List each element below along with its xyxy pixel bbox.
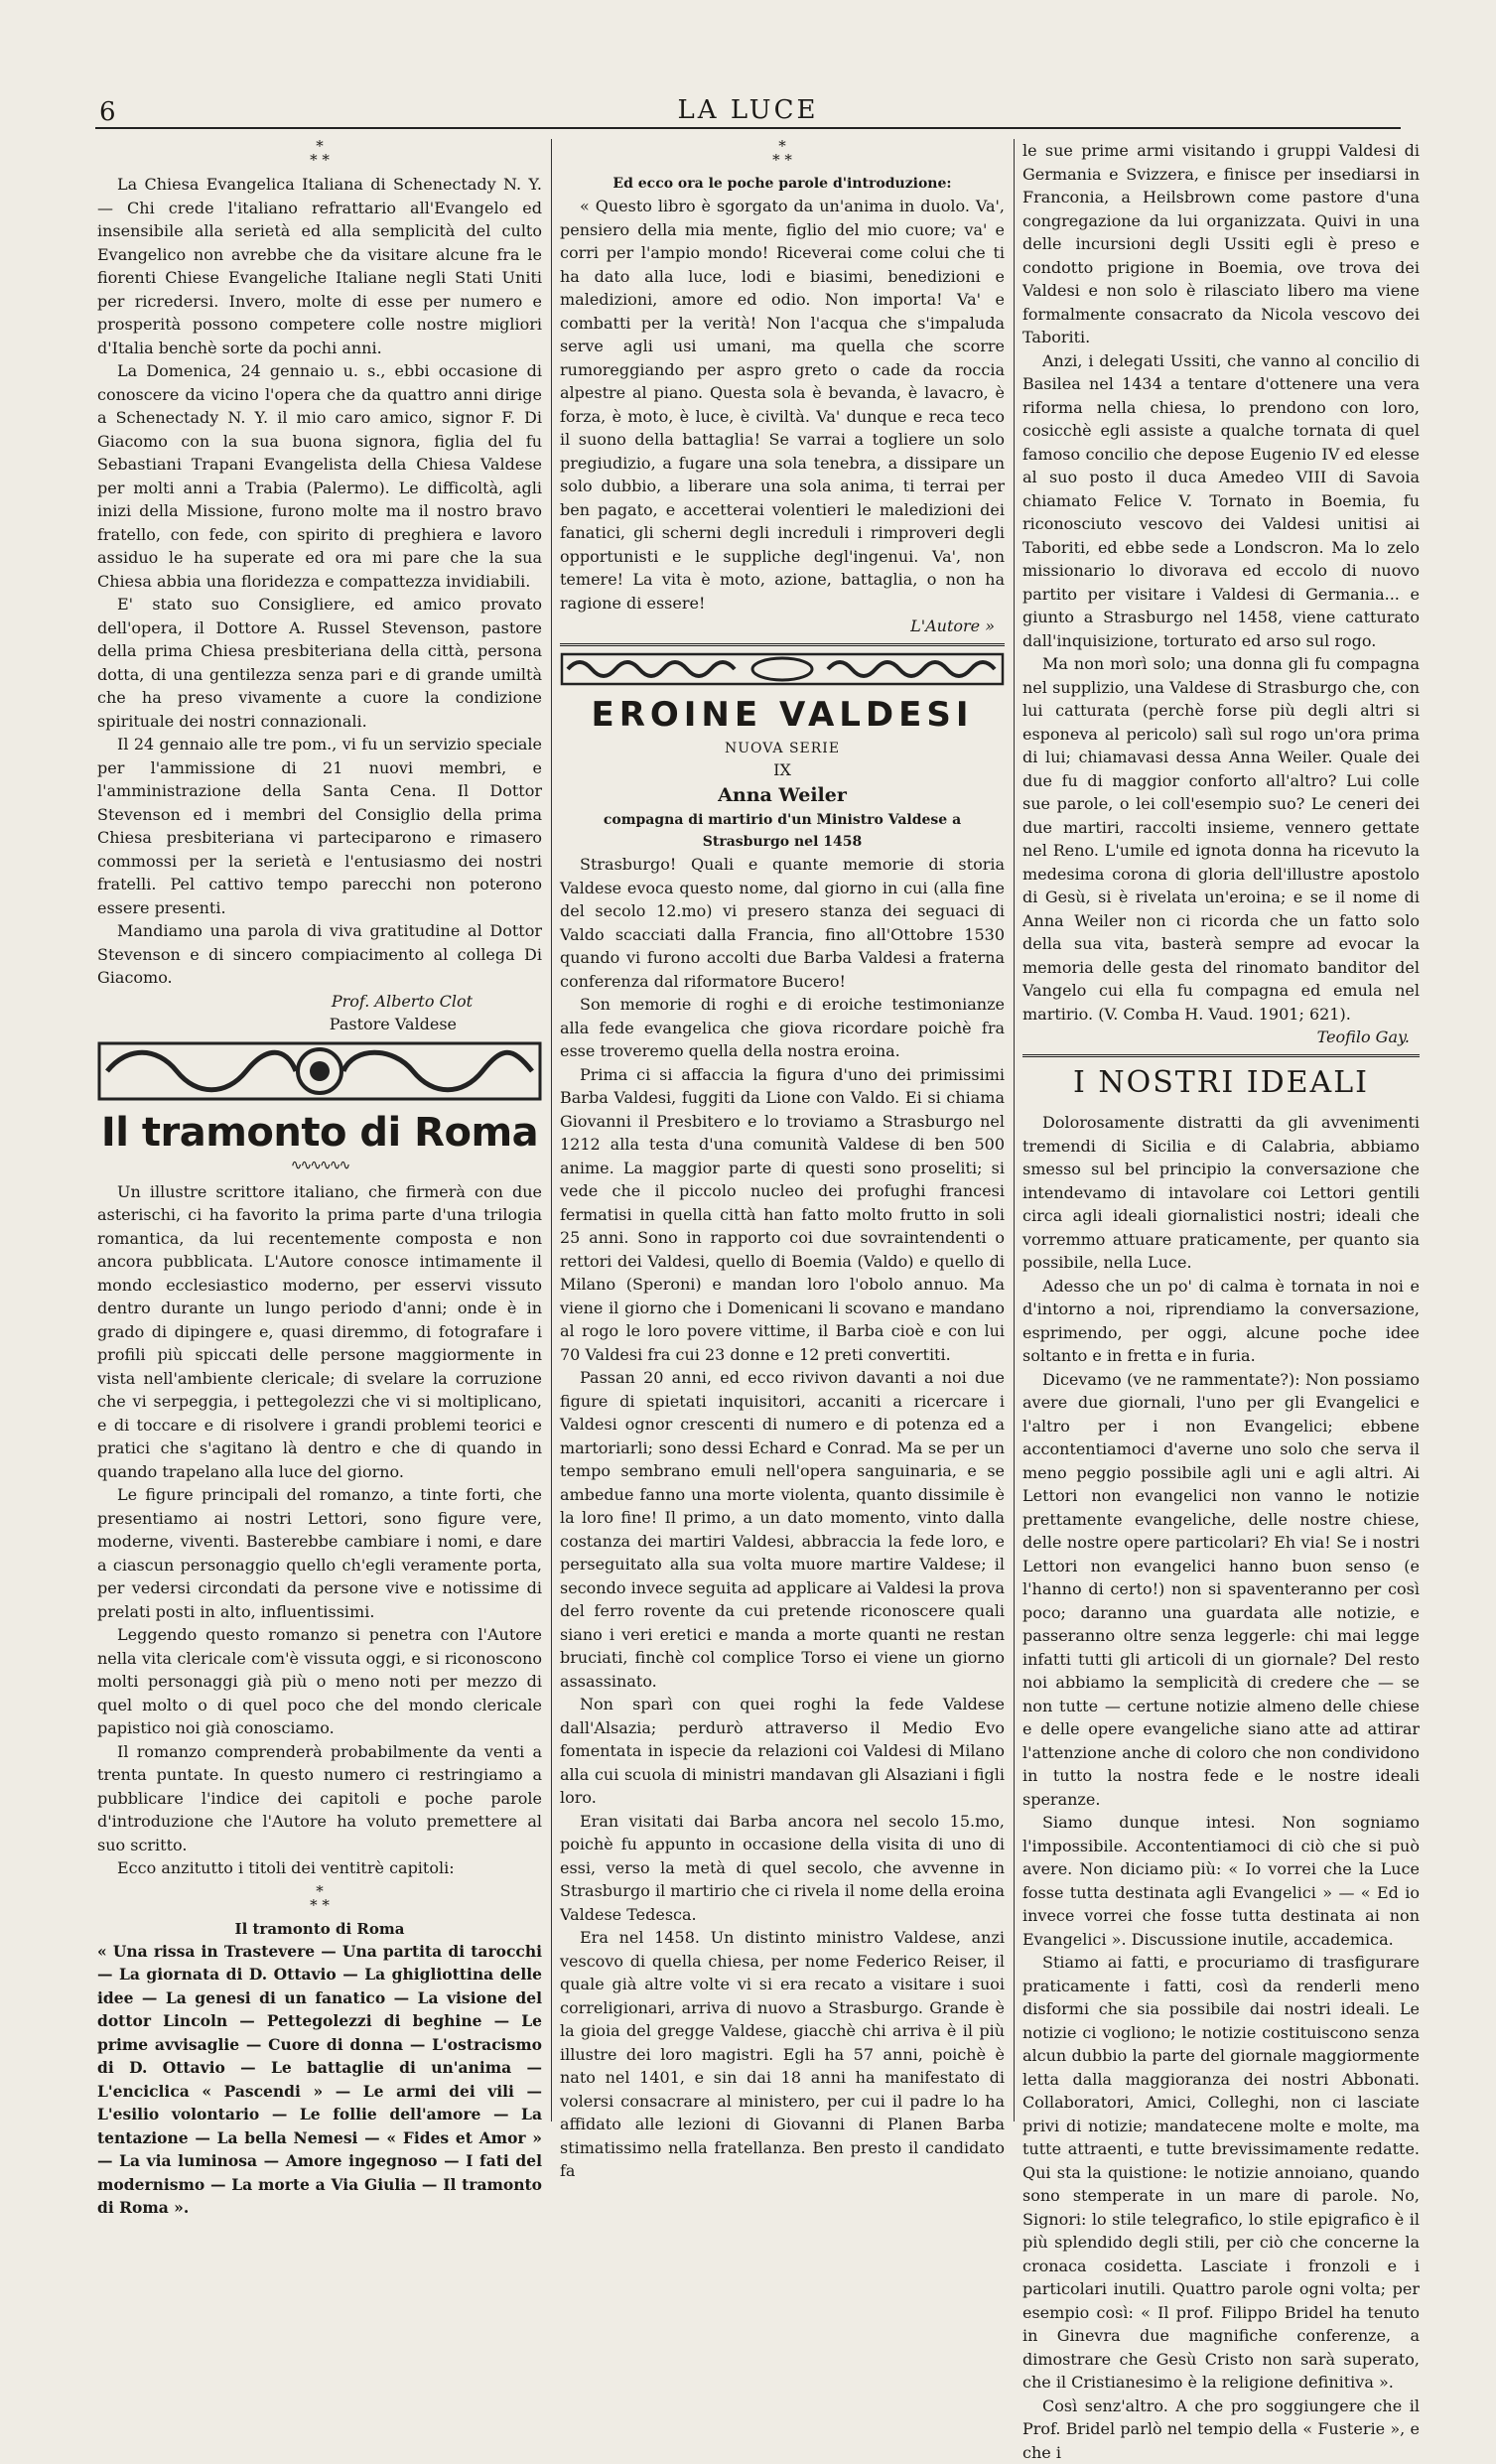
paragraph: Un illustre scrittore italiano, che firmerà con due asterischi, ci ha favorito la prima parte d'una trilogia romantica, da lui recentemente composta e non ancora pubblicata. L'Autore conosce intimamente il mondo ecclesiastico moderno, per esservi vissuto dentro durante un lungo periodo d'anni; onde è in grado di dipingere e, quasi diremmo, di fotografare i profili più spiccati delle persone maggiormente in vista nell'ambiente clericale; di svelare la corruzione che vi serpeggia, i pettegolezzi che vi si moltiplicano, e di toccare e di risolvere i grandi problemi teorici e pratici che s'agitano là dentro e che di quando in quando trapelano alla luce del giorno. [97, 1180, 542, 1484]
intro-heading: Ed ecco ora le poche parole d'introduzione: [560, 173, 1005, 195]
paragraph: Non sparì con quei roghi la fede Valdese dall'Alsazia; perdurò attraverso il Medio Evo fomentata in ispecie da relazioni coi Valdesi di Milano alla cui scuola di ministri mandavan gli Alsaziani i figli loro. [560, 1693, 1005, 1810]
paragraph: La Domenica, 24 gennaio u. s., ebbi occasione di conoscere da vicino l'opera che da quattro anni dirige a Schenectady N. Y. il mio caro amico, signor F. Di Giacomo con la sua buona signora, figlia del fu Sebastiani Trapani Evangelista della Chiesa Valdese per molti anni a Trabia (Palermo). Le difficoltà, agli inizi della Missione, furono molte ma il nostro bravo fratello, con fede, con spirito di preghiera e lavoro assiduo le ha superate ed ora mi pare che la sua Chiesa abbia una floridezza e compattezza invidiabili. [97, 359, 542, 593]
paragraph: le sue prime armi visitando i gruppi Valdesi di Germania e Svizzera, e finisce per insediarsi in Franconia, a Heilsbrown come pastore d'una congregazione da lui organizzata. Quivi in una delle incursioni degli Ussiti egli è preso e condotto prigione in Boemia, ove trova dei Valdesi e non solo è rilasciato libero ma viene formalmente consacrato da Nicola vescovo dei Taboriti. [1022, 139, 1420, 349]
paragraph: La Chiesa Evangelica Italiana di Schenectady N. Y. — Chi crede l'italiano refrattario all'Evangelo ed insensibile alla serietà ed alla semplicità del culto Evangelico non avrebbe che da visitare alcune fra le fiorenti Chiese Evangeliche Italiane negli Stati Uniti per ricredersi. Invero, molte di esse per numero e prosperità possono competere colle nostre migliori d'Italia benchè sorte da pochi anni. [97, 173, 542, 359]
signature-name: Prof. Alberto Clot [97, 990, 542, 1013]
paragraph: Era nel 1458. Un distinto ministro Valdese, anzi vescovo di quella chiesa, per nome Federico Reiser, il quale già altre volte vi si era recato a visitare i suoi correligionari, arriva di nuovo a Strasburgo. Grande è la gioia del gregge Valdese, giacchè chi arriva è il più illustre dei loro magistri. Egli ha 57 anni, poichè è nato nel 1401, e sin dai 18 anni ha manifestato di volersi consacrare al ministero, per cui il padre lo ha affidato alle lezioni di Giovanni di Planen Barba stimatissimo nella fratellanza. Ben presto il candidato fa [560, 1926, 1005, 2183]
paragraph: Così senz'altro. A che pro soggiungere che il Prof. Bridel parlò nel tempio della « Fusterie », e che i [1022, 2395, 1420, 2464]
section-stars: * * * [97, 139, 542, 167]
chapter-list: « Una rissa in Trastevere — Una partita di tarocchi — La giornata di D. Ottavio — La ghigliottina delle idee — La genesi di un fanatico — La visione del dottor Lincoln — Pettegolezzi di beghine — Le prime avvisaglie — Cuore di donna — L'ostracismo di D. Ottavio — Le battaglie di un'anima — L'enciclica « Pascendi » — Le armi dei vili — L'esilio volontario — Le follie dell'amore — La tentazione — La bella Nemesi — « Fides et Amor » — La via luminosa — Amore ingegnoso — I fati del modernismo — La morte a Via Giulia — Il tramonto di Roma ». [97, 1940, 542, 2220]
header-rule [95, 127, 1401, 129]
series-label: NUOVA SERIE [560, 738, 1005, 759]
paragraph: Ma non morì solo; una donna gli fu compagna nel supplizio, una Valdese di Strasburgo che, con lui catturata (perchè forse più degli altri si esponeva al pericolo) salì sul rogo un'ora prima di lui; chiamavasi dessa Anna Weiler. Quale dei due fu di maggior conforto all'altro? Lui colle sue parole, o lei coll'esempio suo? Le ceneri dei due martiri, raccolti insieme, vennero gettate nel Reno. L'umile ed ignota donna ha ricevuto la medesima corona di gloria dell'illustre apostolo di Gesù, si è rivelata un'eroina; e se il nome di Anna Weiler non ci ricorda che un fatto solo della sua vita, basterà sempre ad evocar la memoria delle gesta del rinomato banditor del Vangelo cui ella fu compagna ed emula nel martirio. (V. Comba H. Vaud. 1901; 621). [1022, 652, 1420, 1026]
section-title: I NOSTRI IDEALI [1022, 1061, 1420, 1105]
paragraph: Passan 20 anni, ed ecco rivivon davanti a noi due figure di spietati inquisitori, accaniti a ricercare i Valdesi ognor crescenti di numero e di potenza ed a martoriarli; sono dessi Echard e Conrad. Ma se per un tempo sembrano emuli nell'opera sanguinaria, e se ambedue fanno una morte violenta, quanto dissimile è la loro fine! Il primo, a un dato momento, vinto dalla costanza dei martiri Valdesi, abbraccia la fede loro, e perseguitato alla sua volta muore martire Valdese; il secondo invece seguita ad applicare ai Valdesi la prova del ferro rovente da cui pretende riconoscere quali siano i veri eretici e manda a morte quanti ne restan bruciati, finchè col complice Torso ei viene un giorno assassinato. [560, 1366, 1005, 1693]
paragraph: Anzi, i delegati Ussiti, che vanno al concilio di Basilea nel 1434 a tentare d'ottenere una vera riforma nella chiesa, lo prendono con loro, cosicchè egli assiste a qualche tornata di quel famoso concilio che depose Eugenio IV ed elesse al suo posto il duca Amedeo VIII di Savoia chiamato Felice V. Tornato in Boemia, fu riconosciuto vescovo dei Valdesi unitisi ai Taboriti, ed ebbe sede a Londscron. Ma lo zelo missionario lo divorava ed eccolo di nuovo partito per visitare i Valdesi di Germania... e giunto a Strasburgo nel 1458, viene catturato dall'inquisizione, torturato ed arso sul rogo. [1022, 349, 1420, 653]
paragraph: Le figure principali del romanzo, a tinte forti, che presentiamo ai nostri Lettori, sono figure vere, moderne, viventi. Basterebbe cambiare i nomi, e dare a ciascun personaggio quello ch'egli veramente porta, per vedersi circondati da persone vive e notissime di prelati posti in alto, influentissimi. [97, 1483, 542, 1623]
heroine-subtitle: compagna di martirio d'un Ministro Valdese a Strasburgo nel 1458 [560, 809, 1005, 853]
signature-role: Pastore Valdese [97, 1013, 542, 1035]
column-1 [97, 139, 542, 2122]
paragraph: Mandiamo una parola di viva gratitudine al Dottor Stevenson e di sincero compiacimento al collega Di Giacomo. [97, 919, 542, 990]
paragraph: Ecco anzitutto i titoli dei ventitrè capitoli: [97, 1856, 542, 1880]
section-stars: * * * [97, 1884, 542, 1912]
title-flourish: ∿∿∿∿∿∿ [97, 1159, 542, 1172]
column-3 [1022, 139, 1420, 2122]
paragraph: Stiamo ai fatti, e procuriamo di trasfigurare praticamente i fatti, così da renderli meno disformi che sia possibile dai nostri ideali. Le notizie ci vogliono; le notizie costituiscono senza alcun dubbio la parte del giornale maggiormente letta dalla maggioranza dei nostri Abbonati. Collaboratori, Amici, Colleghi, non ci lasciate privi di notizie; mandatecene molte e molte, ma tutte attraenti, e tutte brevissimamente redatte. Qui sta la quistione: le notizie annoiano, quando sono stemperate in un mare di parole. No, Signori: lo stile telegrafico, lo stile epigrafico è il più splendido degli stili, per ciò che concerne la cronaca cosidetta. Lasciate i fronzoli e i particolari inutili. Quattro parole ogni volta; per esempio così: « Il prof. Filippo Bridel ha tenuto in Ginevra due magnifiche conferenze, a dimostrare che Gesù Cristo non sarà superato, che il Cristianesimo è la religione definitiva ». [1022, 1951, 1420, 2395]
page-header [95, 95, 1401, 129]
column-2 [560, 139, 1005, 2122]
section-rule [560, 643, 1005, 646]
paragraph: Il romanzo comprenderà probabilmente da venti a trenta puntate. In questo numero ci restringiamo a pubblicare l'indice dei capitoli e poche parole d'introduzione che l'Autore ha voluto premettere al suo scritto. [97, 1740, 542, 1857]
series-number: IX [560, 759, 1005, 781]
paragraph: Eran visitati dai Barba ancora nel secolo 15.mo, poichè fu appunto in occasione della visita di uno di essi, verso la metà di quel secolo, che avvenne in Strasburgo il martirio che ci rivela il nome della eroina Valdese Tedesca. [560, 1810, 1005, 1927]
article-title: Il tramonto di Roma [97, 1107, 542, 1159]
paragraph: « Questo libro è sgorgato da un'anima in duolo. Va', pensiero della mia mente, figlio del mio cuore; va' e corri per l'ampio mondo! Riceverai come colui che ti ha dato alla luce, lodi e biasimi, benedizioni e maledizioni, amore ed odio. Non importa! Va' e combatti per la verità! Non l'acqua che s'impaluda serve agli usi umani, ma quella che scorre rumoreggiando per aspro greto o cade da roccia alpestre al piano. Questa sola è bevanda, è lavacro, è forza, è moto, è luce, è civiltà. Va' dunque e reca teco il suono della battaglia! Se varrai a togliere un solo pregiudizio, a fugare una sola tenebra, a dissipare un solo dubbio, a liberare una sola anima, ti terrai per ben pagato, e accetterai volentieri le maledizioni dei fanatici, gli scherni degli increduli i rimproveri degli opportunisti e le suppliche degl'ingenui. Va', non temere! La vita è moto, azione, battaglia, o non ha ragione di essere! [560, 195, 1005, 615]
section-title: EROINE VALDESI [560, 692, 1005, 738]
toc-title: Il tramonto di Roma [97, 1918, 542, 1940]
paragraph: Dicevamo (ve ne rammentate?): Non possiamo avere due giornali, l'uno per gli Evangelici e l'altro per i non Evangelici; ebbene accontentiamoci d'averne uno solo che serva il meno peggio possibile agli uni e agli altri. Ai Lettori non evangelici non vanno le notizie prettamente evangeliche, delle nostre chiese, delle nostre opere particolari? Eh via! Se i nostri Lettori non evangelici hanno buon senso (e l'hanno di certo!) non si spaventeranno per così poco; daranno una guardata alle notizie, e passeranno oltre senza leggerle: chi mai legge infatti tutti gli articoli di un giornale? Del resto noi abbiamo la semplicità di credere che — se non tutte — certune notizie almeno delle chiese e delle opere evangeliche siano atte ad attirar l'attenzione anche di coloro che non condividono in tutto la nostra fede e le nostre ideali speranze. [1022, 1368, 1420, 1812]
column-divider [1014, 139, 1015, 2122]
paragraph: Strasburgo! Quali e quante memorie di storia Valdese evoca questo nome, dal giorno in cui (alla fine del secolo 12.mo) vi presero stanza dei seguaci di Valdo scacciati dalla Francia, fino all'Ottobre 1530 quando vi furono accolti due Barba Valdesi a fraterna conferenza dal riformatore Bucero! [560, 853, 1005, 993]
heroine-name: Anna Weiler [560, 781, 1005, 809]
section-stars: * * * [560, 139, 1005, 167]
column-divider [551, 139, 552, 2122]
ornament-band [560, 652, 1005, 686]
masthead: LA LUCE [95, 95, 1401, 125]
article-signature: Teofilo Gay. [1022, 1026, 1420, 1048]
section-rule [1022, 1054, 1420, 1057]
paragraph: Prima ci si affaccia la figura d'uno dei primissimi Barba Valdesi, fuggiti da Lione con Valdo. Ei si chiama Giovanni il Presbitero e lo troviamo a Strasburgo nel 1212 alla testa d'una comunità Valdese di ben 500 anime. La maggior parte di questi sono proseliti; si vede che il piccolo nucleo dei profughi francesi fermatisi in quella città han fatto molto frutto in soli 25 anni. Sono in rapporto coi due sovraintendenti o rettori dei Valdesi, quello di Boemia (Valdo) e quello di Milano (Speroni) e mandan loro l'obolo annuo. Ma viene il giorno che i Domenicani li scovano e mandano al rogo le loro povere vittime, il Barba cioè e con lui 70 Valdesi fra cui 23 donne e 12 preti convertiti. [560, 1063, 1005, 1367]
paragraph: Il 24 gennaio alle tre pom., vi fu un servizio speciale per l'ammissione di 21 nuovi membri, e l'amministrazione della Santa Cena. Il Dottor Stevenson ed i membri del Consiglio della prima Chiesa presbiteriana vi parteciparono e rimasero commossi per la serietà e l'entusiasmo dei nostri fratelli. Pel cattivo tempo parecchi non poterono essere presenti. [97, 733, 542, 919]
paragraph: Leggendo questo romanzo si penetra con l'Autore nella vita clericale com'è vissuta oggi, e si riconoscono molti personaggi già più o meno noti per mezzo di quel molto o di quel poco che del mondo clericale papistico noi già conosciamo. [97, 1623, 542, 1740]
paragraph: Son memorie di roghi e di eroiche testimonianze alla fede evangelica che giova ricordare poichè fra esse troveremo quella della nostra eroina. [560, 993, 1005, 1063]
ornament-banner [97, 1041, 542, 1101]
paragraph: Siamo dunque intesi. Non sogniamo l'impossibile. Accontentiamoci di ciò che si può avere. Non diciamo più: « Io vorrei che la Luce fosse tutta destinata agli Evangelici » — « Ed io invece vorrei che fosse tutta destinata ai non Evangelici ». Discussione inutile, accademica. [1022, 1811, 1420, 1951]
paragraph: Dolorosamente distratti da gli avvenimenti tremendi di Sicilia e di Calabria, abbiamo smesso sul bel principio la conversazione che intendevamo di intavolare coi Lettori gentili circa agli ideali giornalistici nostri; ideali che vorremmo attuare praticamente, per quanto sia possibile, nella Luce. [1022, 1111, 1420, 1275]
intro-signature: L'Autore » [560, 615, 1005, 637]
page-number: 6 [99, 97, 116, 127]
paragraph: E' stato suo Consigliere, ed amico provato dell'opera, il Dottore A. Russel Stevenson, pastore della prima Chiesa presbiteriana della città, persona dotta, di una gentilezza senza pari e di grande umiltà che ha preso vivamente a cuore la condizione spirituale dei nostri connazionali. [97, 593, 542, 733]
paragraph: Adesso che un po' di calma è tornata in noi e d'intorno a noi, riprendiamo la conversazione, esprimendo, per oggi, alcune poche idee soltanto e in fretta e in furia. [1022, 1275, 1420, 1368]
